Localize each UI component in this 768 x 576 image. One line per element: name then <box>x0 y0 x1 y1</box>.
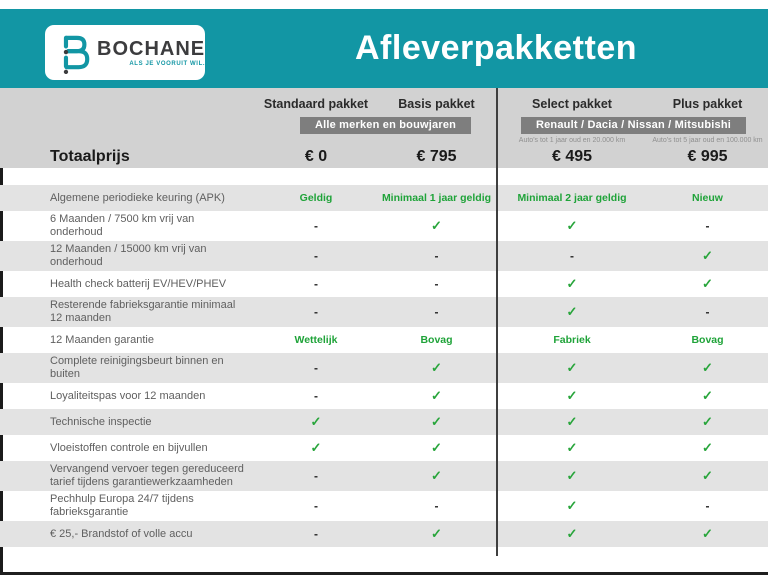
table-row <box>0 435 768 461</box>
feature-label: 12 Maanden garantie <box>50 333 154 346</box>
column-header-select: Select pakket <box>532 97 612 111</box>
dash-mark: - <box>570 249 574 263</box>
feature-label: Algemene periodieke keuring (APK) <box>50 191 225 204</box>
value-label: Bovag <box>420 334 453 346</box>
feature-label: 12 Maanden / 15000 km vrij van onderhoud <box>50 243 207 268</box>
table-header-band <box>0 88 768 168</box>
check-icon: ✓ <box>702 388 713 403</box>
feature-label: Health check batterij EV/HEV/PHEV <box>50 277 227 290</box>
feature-label: Vervangend vervoer tegen gereduceerd tarief tijdens garantiewerkzaamheden <box>50 463 244 488</box>
dash-mark: - <box>314 527 318 541</box>
page-title: Afleverpakketten <box>355 29 638 67</box>
feature-label: 6 Maanden / 7500 km vrij van onderhoud <box>50 213 195 238</box>
dash-mark: - <box>314 219 318 233</box>
feature-label: Resterende fabrieksgarantie minimaal 12 maanden <box>50 299 236 324</box>
header-bar <box>0 9 768 88</box>
value-label: Bovag <box>691 334 724 346</box>
note-select: Auto's tot 1 jaar oud en 20.000 km <box>518 137 626 144</box>
feature-label: Technische inspectie <box>50 415 152 428</box>
column-header-basis: Basis pakket <box>398 97 475 111</box>
bochane-logo-icon <box>57 32 91 74</box>
table-row <box>0 461 768 491</box>
check-icon: ✓ <box>566 440 578 455</box>
price-basis: € 795 <box>416 148 457 165</box>
feature-label: Loyaliteitspas voor 12 maanden <box>50 389 206 402</box>
feature-rows <box>0 185 768 547</box>
value-label: Minimaal 2 jaar geldig <box>517 192 627 204</box>
check-icon: ✓ <box>702 248 713 263</box>
check-icon: ✓ <box>702 468 713 483</box>
price-standaard: € 0 <box>304 148 328 165</box>
dash-mark: - <box>314 469 318 483</box>
column-header-standaard: Standaard pakket <box>263 97 369 111</box>
section-divider <box>496 88 498 556</box>
check-icon: ✓ <box>702 526 713 541</box>
price-select: € 495 <box>551 148 593 165</box>
price-plus: € 995 <box>687 148 728 165</box>
check-icon: ✓ <box>431 388 442 403</box>
table-row <box>0 297 768 327</box>
check-icon: ✓ <box>702 360 713 375</box>
dash-mark: - <box>314 305 318 319</box>
check-icon: ✓ <box>310 440 322 455</box>
logo-tagline: ALS JE VOORUIT WIL. <box>129 61 206 67</box>
spacer <box>0 547 768 572</box>
check-icon: ✓ <box>431 440 442 455</box>
check-icon: ✓ <box>702 440 713 455</box>
check-icon: ✓ <box>566 414 578 429</box>
dash-mark: - <box>434 249 439 263</box>
table-row <box>0 353 768 383</box>
value-label: Geldig <box>299 192 333 204</box>
dash-mark: - <box>705 305 710 319</box>
dash-mark: - <box>314 249 318 263</box>
bottom-border <box>0 572 768 575</box>
check-icon: ✓ <box>310 414 322 429</box>
check-icon: ✓ <box>431 218 442 233</box>
column-headers <box>0 97 768 113</box>
dash-mark: - <box>314 361 318 375</box>
total-price-label: Totaalprijs <box>50 148 130 165</box>
table-row <box>0 491 768 521</box>
dash-mark: - <box>434 305 439 319</box>
feature-label: € 25,- Brandstof of volle accu <box>50 527 193 540</box>
comparison-table <box>0 88 768 575</box>
dash-mark: - <box>314 389 318 403</box>
column-header-plus: Plus pakket <box>672 97 743 111</box>
value-label: Nieuw <box>692 192 723 204</box>
check-icon: ✓ <box>566 218 578 233</box>
value-label: Fabriek <box>553 334 591 346</box>
check-icon: ✓ <box>566 468 578 483</box>
check-icon: ✓ <box>431 414 442 429</box>
dash-mark: - <box>314 499 318 513</box>
value-label: Wettelijk <box>294 334 338 346</box>
group-banners <box>0 117 768 134</box>
logo-text: BOCHANE <box>97 38 206 60</box>
check-icon: ✓ <box>431 360 442 375</box>
value-label: Minimaal 1 jaar geldig <box>381 192 492 204</box>
table-row <box>0 211 768 241</box>
check-icon: ✓ <box>702 276 713 291</box>
note-plus: Auto's tot 5 jaar oud en 100.000 km <box>652 137 763 144</box>
group-banner-renault-dacia-nissan-mitsubishi: Renault / Dacia / Nissan / Mitsubishi <box>521 117 746 134</box>
feature-label: Pechhulp Europa 24/7 tijdens fabrieksgarantie <box>50 493 194 518</box>
check-icon: ✓ <box>702 414 713 429</box>
feature-label: Complete reinigingsbeurt binnen en buiten <box>50 355 224 380</box>
table-row <box>0 521 768 547</box>
check-icon: ✓ <box>566 388 578 403</box>
check-icon: ✓ <box>566 276 578 291</box>
check-icon: ✓ <box>566 498 578 513</box>
dash-mark: - <box>705 499 710 513</box>
group-banner-all-brands: Alle merken en bouwjaren <box>300 117 471 134</box>
table-row <box>0 409 768 435</box>
table-row <box>0 185 768 211</box>
table-row <box>0 327 768 353</box>
dash-mark: - <box>434 277 439 291</box>
column-notes <box>0 135 768 146</box>
table-row <box>0 241 768 271</box>
dash-mark: - <box>314 277 318 291</box>
table-row <box>0 383 768 409</box>
bochane-logo <box>45 25 205 80</box>
dash-mark: - <box>434 499 439 513</box>
spacer <box>0 168 768 185</box>
logo-text-wrap <box>97 38 205 67</box>
check-icon: ✓ <box>566 526 578 541</box>
total-price-row <box>0 147 768 167</box>
table-row <box>0 271 768 297</box>
check-icon: ✓ <box>431 526 442 541</box>
check-icon: ✓ <box>566 304 578 319</box>
dash-mark: - <box>705 219 710 233</box>
check-icon: ✓ <box>431 468 442 483</box>
feature-label: Vloeistoffen controle en bijvullen <box>50 441 208 454</box>
check-icon: ✓ <box>566 360 578 375</box>
